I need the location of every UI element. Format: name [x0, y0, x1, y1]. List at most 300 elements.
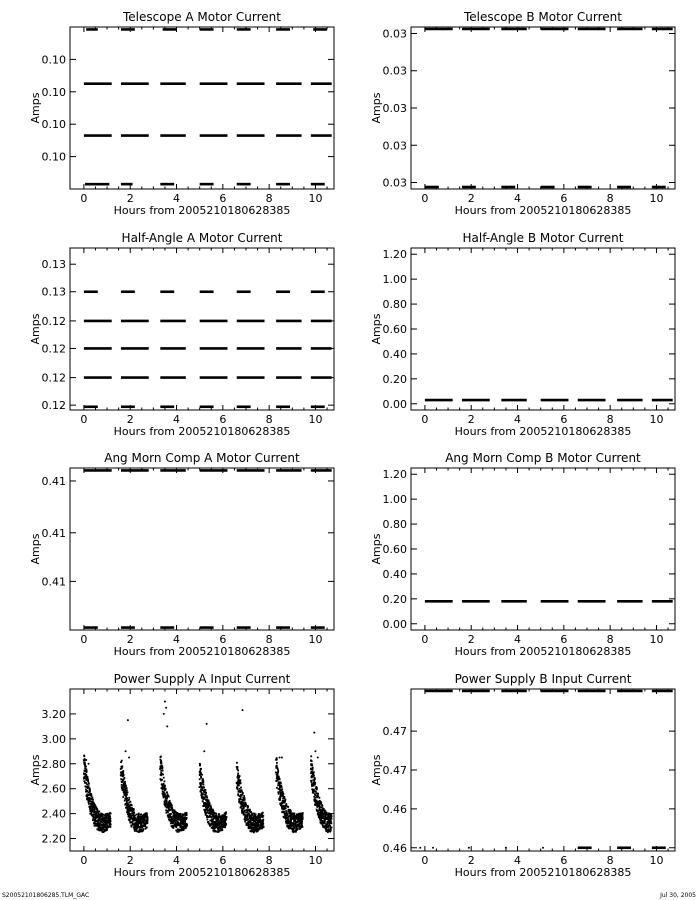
- data-point: [314, 797, 316, 799]
- x-tick-label: 6: [219, 192, 227, 205]
- data-point: [83, 780, 85, 782]
- x-axis-label: Hours from 2005210180628385: [113, 645, 291, 658]
- data-point: [186, 817, 188, 819]
- x-tick-label: 10: [308, 413, 323, 426]
- chart-title: Half-Angle A Motor Current: [121, 231, 283, 245]
- data-point: [92, 799, 94, 801]
- data-point: [203, 787, 205, 789]
- data-point: [98, 811, 100, 813]
- data-point: [240, 798, 242, 800]
- data-point: [285, 807, 287, 809]
- data-point: [276, 765, 278, 767]
- data-point: [278, 776, 280, 778]
- data-point: [92, 797, 94, 799]
- y-tick-label: 0.10: [41, 85, 66, 99]
- data-point-outlier: [165, 707, 167, 709]
- y-tick-label: 0.46: [382, 802, 407, 816]
- data-point: [88, 782, 90, 784]
- data-point: [258, 813, 260, 815]
- data-point: [201, 796, 203, 798]
- data-point: [279, 778, 281, 780]
- data-point: [120, 778, 122, 780]
- data-point: [316, 800, 318, 802]
- data-point: [237, 766, 239, 768]
- data-point: [287, 806, 289, 808]
- data-point: [313, 771, 315, 773]
- data-point: [173, 827, 175, 829]
- y-tick-label: 0.03: [382, 139, 407, 153]
- data-point: [245, 804, 247, 806]
- data-point-outlier: [279, 757, 281, 759]
- data-point: [301, 821, 303, 823]
- data-point-outlier: [206, 723, 208, 725]
- data-point: [124, 777, 126, 779]
- y-tick-label: 0.47: [382, 764, 407, 777]
- data-point: [84, 764, 86, 766]
- data-point: [124, 783, 126, 785]
- data-point: [175, 826, 177, 828]
- y-tick-label: 0.41: [41, 474, 66, 488]
- data-point: [250, 811, 252, 813]
- x-axis-label: Hours from 2005210180628385: [454, 425, 632, 438]
- data-point: [121, 765, 123, 767]
- data-point: [121, 784, 123, 786]
- plot-frame: [411, 27, 675, 189]
- data-point: [310, 780, 312, 782]
- data-point: [100, 817, 102, 819]
- x-tick-label: 0: [80, 413, 88, 426]
- data-point: [314, 782, 316, 784]
- data-point: [276, 762, 278, 764]
- data-point: [84, 762, 86, 764]
- data-point: [317, 810, 319, 812]
- y-tick-label: 3.00: [41, 732, 66, 746]
- data-point: [277, 768, 279, 770]
- data-point: [163, 783, 165, 785]
- chart-panel: [370, 451, 675, 658]
- x-tick-label: 10: [649, 413, 664, 426]
- data-point: [290, 810, 292, 812]
- data-point: [164, 785, 166, 787]
- data-point: [262, 819, 264, 821]
- data-point-outlier: [127, 719, 129, 721]
- data-point: [218, 820, 220, 822]
- data-point: [321, 805, 323, 807]
- data-point: [121, 760, 123, 762]
- data-point: [317, 793, 319, 795]
- data-point: [169, 800, 171, 802]
- y-tick-label: 0.60: [382, 323, 407, 336]
- data-point: [201, 789, 203, 791]
- data-point: [302, 826, 304, 828]
- data-point: [186, 814, 188, 816]
- data-point: [225, 819, 227, 821]
- data-point-outlier: [85, 759, 87, 761]
- data-point: [237, 770, 239, 772]
- data-point-outlier: [164, 700, 166, 702]
- data-point: [247, 815, 249, 817]
- x-tick-label: 6: [560, 192, 568, 205]
- data-point: [94, 809, 96, 811]
- data-point: [110, 818, 112, 820]
- x-tick-label: 8: [265, 633, 273, 646]
- data-point-outlier: [239, 781, 241, 783]
- x-tick-label: 4: [514, 854, 522, 867]
- data-point: [110, 813, 112, 815]
- data-point: [110, 824, 112, 826]
- x-tick-label: 2: [126, 633, 134, 646]
- data-point: [147, 818, 149, 820]
- x-tick-label: 8: [606, 413, 614, 426]
- data-point: [88, 803, 90, 805]
- data-point: [328, 814, 330, 816]
- data-point: [133, 811, 135, 813]
- data-point: [199, 764, 201, 766]
- data-point: [297, 828, 299, 830]
- data-point: [284, 801, 286, 803]
- footer-right: Jul 30, 2005: [660, 892, 696, 899]
- data-point-outlier: [313, 732, 315, 734]
- x-tick-label: 2: [126, 413, 134, 426]
- x-tick-label: 6: [219, 633, 227, 646]
- x-tick-label: 8: [265, 413, 273, 426]
- y-tick-label: 0.20: [382, 592, 407, 606]
- data-point: [215, 813, 217, 815]
- data-point: [262, 823, 264, 825]
- data-point: [318, 797, 320, 799]
- y-tick-label: 0.80: [382, 298, 407, 312]
- data-point: [167, 811, 169, 813]
- chart-title: Telescope B Motor Current: [463, 10, 623, 24]
- chart-title: Ang Morn Comp B Motor Current: [445, 451, 641, 465]
- data-point: [126, 787, 128, 789]
- y-axis-label: Amps: [29, 313, 42, 345]
- data-point: [170, 813, 172, 815]
- data-point: [147, 821, 149, 823]
- data-point: [123, 774, 125, 776]
- data-point: [225, 824, 227, 826]
- data-point: [255, 813, 257, 815]
- data-point: [302, 812, 304, 814]
- x-axis-label: Hours from 2005210180628385: [113, 425, 291, 438]
- y-tick-label: 0.03: [382, 176, 407, 190]
- data-point: [147, 816, 149, 818]
- y-tick-label: 0.12: [41, 342, 66, 356]
- data-point: [126, 797, 128, 799]
- data-point-outlier: [281, 757, 283, 759]
- data-point: [200, 772, 202, 774]
- data-point: [85, 765, 87, 767]
- data-point: [277, 770, 279, 772]
- data-point: [243, 807, 245, 809]
- data-point: [162, 774, 164, 776]
- data-point: [327, 828, 329, 830]
- data-point: [236, 768, 238, 770]
- data-point: [133, 809, 135, 811]
- data-point: [237, 788, 239, 790]
- data-point: [138, 813, 140, 815]
- data-point: [136, 814, 138, 816]
- data-point: [206, 819, 208, 821]
- data-point: [89, 789, 91, 791]
- y-tick-label: 2.40: [41, 807, 66, 821]
- data-point: [281, 788, 283, 790]
- y-tick-label: 0.10: [41, 150, 66, 164]
- data-point: [240, 780, 242, 782]
- data-point: [168, 796, 170, 798]
- data-point: [331, 818, 333, 820]
- data-point: [301, 814, 303, 816]
- y-tick-label: 0.03: [382, 27, 407, 41]
- x-tick-label: 10: [308, 854, 323, 867]
- data-point: [326, 812, 328, 814]
- x-tick-label: 4: [173, 413, 181, 426]
- data-point: [122, 780, 124, 782]
- y-axis-label: Amps: [29, 92, 42, 124]
- data-point: [236, 786, 238, 788]
- y-tick-label: 2.80: [41, 757, 66, 771]
- data-point: [285, 810, 287, 812]
- y-tick-label: 0.13: [41, 258, 66, 272]
- y-tick-label: 1.20: [382, 248, 407, 262]
- data-point: [243, 795, 245, 797]
- data-point: [86, 770, 88, 772]
- x-axis-label: Hours from 2005210180628385: [454, 645, 632, 658]
- data-point: [162, 770, 164, 772]
- y-tick-label: 0.12: [41, 314, 66, 328]
- data-point-outlier: [314, 750, 316, 752]
- x-tick-label: 8: [606, 192, 614, 205]
- data-point: [204, 810, 206, 812]
- data-point: [171, 807, 173, 809]
- data-point: [247, 806, 249, 808]
- x-tick-label: 8: [606, 633, 614, 646]
- data-point: [260, 819, 262, 821]
- data-point: [312, 767, 314, 769]
- data-point: [129, 820, 131, 822]
- data-point: [314, 784, 316, 786]
- data-point: [200, 768, 202, 770]
- x-tick-label: 2: [467, 633, 475, 646]
- data-point-outlier: [88, 763, 90, 765]
- data-point: [248, 813, 250, 815]
- data-point: [202, 793, 204, 795]
- data-point: [311, 783, 313, 785]
- data-point: [144, 825, 146, 827]
- data-point: [164, 794, 166, 796]
- x-tick-label: 0: [421, 633, 429, 646]
- y-tick-label: 0.00: [382, 397, 407, 411]
- data-point: [329, 825, 331, 827]
- data-point: [241, 795, 243, 797]
- x-tick-label: 4: [173, 633, 181, 646]
- data-point: [163, 777, 165, 779]
- x-tick-label: 6: [560, 633, 568, 646]
- data-point: [331, 827, 333, 829]
- data-point: [215, 830, 217, 832]
- data-point: [280, 785, 282, 787]
- plot-frame: [70, 27, 334, 189]
- data-point: [201, 786, 203, 788]
- data-point: [186, 812, 188, 814]
- data-point: [239, 775, 241, 777]
- data-point: [127, 791, 129, 793]
- data-point-outlier: [317, 757, 319, 759]
- data-point: [419, 847, 421, 849]
- x-tick-label: 8: [265, 854, 273, 867]
- x-tick-label: 6: [219, 854, 227, 867]
- data-point: [199, 770, 201, 772]
- data-point: [324, 819, 326, 821]
- data-point: [86, 776, 88, 778]
- data-point: [130, 813, 132, 815]
- x-tick-label: 0: [80, 633, 88, 646]
- data-layer: [425, 29, 673, 187]
- data-point: [89, 791, 91, 793]
- data-point: [245, 805, 247, 807]
- data-point: [279, 788, 281, 790]
- x-tick-label: 10: [649, 854, 664, 867]
- data-point-outlier: [203, 750, 205, 752]
- x-tick-label: 0: [421, 413, 429, 426]
- x-tick-label: 4: [173, 854, 181, 867]
- data-point: [331, 822, 333, 824]
- y-tick-label: 0.13: [41, 285, 66, 299]
- data-point: [262, 815, 264, 817]
- data-point: [203, 805, 205, 807]
- data-point: [88, 785, 90, 787]
- data-point: [94, 825, 96, 827]
- data-point: [202, 781, 204, 783]
- data-point: [326, 824, 328, 826]
- data-point: [109, 826, 111, 828]
- x-tick-label: 2: [467, 413, 475, 426]
- data-point: [186, 824, 188, 826]
- data-point: [124, 800, 126, 802]
- data-point: [311, 776, 313, 778]
- chart-panel: [370, 672, 675, 879]
- data-point: [208, 802, 210, 804]
- data-point: [316, 792, 318, 794]
- data-point-outlier: [166, 725, 168, 727]
- y-tick-label: 0.03: [382, 64, 407, 78]
- y-tick-label: 0.12: [41, 371, 66, 385]
- y-tick-label: 1.20: [382, 468, 407, 482]
- data-point: [225, 812, 227, 814]
- x-tick-label: 0: [80, 854, 88, 867]
- data-point: [331, 815, 333, 817]
- y-tick-label: 0.10: [41, 118, 66, 132]
- data-point: [126, 794, 128, 796]
- data-point: [206, 797, 208, 799]
- data-point: [128, 797, 130, 799]
- data-layer: [419, 691, 672, 849]
- data-layer: [84, 470, 332, 627]
- data-point: [280, 782, 282, 784]
- data-point: [180, 813, 182, 815]
- y-tick-label: 0.41: [41, 575, 66, 589]
- data-point: [125, 785, 127, 787]
- data-point: [124, 781, 126, 783]
- data-point: [281, 802, 283, 804]
- data-point: [166, 791, 168, 793]
- data-point: [208, 823, 210, 825]
- data-point: [109, 816, 111, 818]
- data-point: [90, 801, 92, 803]
- y-axis-label: Amps: [29, 754, 42, 786]
- data-point: [160, 763, 162, 765]
- data-point: [301, 823, 303, 825]
- data-point: [311, 760, 313, 762]
- data-point: [164, 780, 166, 782]
- data-point: [97, 810, 99, 812]
- chart-panel: [29, 231, 334, 438]
- data-point: [330, 820, 332, 822]
- data-point: [122, 796, 124, 798]
- data-point: [302, 817, 304, 819]
- plot-frame: [411, 468, 675, 630]
- data-point: [279, 797, 281, 799]
- data-point: [161, 779, 163, 781]
- plot-frame: [411, 689, 675, 851]
- x-tick-label: 2: [467, 854, 475, 867]
- data-point: [209, 825, 211, 827]
- y-tick-label: 2.20: [41, 832, 66, 846]
- data-point: [131, 826, 133, 828]
- data-point: [324, 823, 326, 825]
- data-point-outlier: [163, 713, 165, 715]
- data-point: [330, 813, 332, 815]
- y-tick-label: 0.12: [41, 399, 66, 413]
- data-point: [285, 803, 287, 805]
- data-point: [208, 800, 210, 802]
- data-point: [83, 755, 85, 757]
- chart-panel: [370, 10, 675, 217]
- data-point: [110, 820, 112, 822]
- x-tick-label: 6: [560, 413, 568, 426]
- data-point: [310, 755, 312, 757]
- x-tick-label: 4: [514, 192, 522, 205]
- data-point: [542, 847, 544, 849]
- data-point: [218, 813, 220, 815]
- x-tick-label: 2: [467, 192, 475, 205]
- y-axis-label: Amps: [370, 92, 383, 124]
- chart-title: Power Supply B Input Current: [454, 672, 632, 686]
- data-point: [315, 794, 317, 796]
- data-point: [221, 828, 223, 830]
- chart-panel: [370, 231, 675, 438]
- chart-panel: [29, 451, 334, 658]
- data-point: [285, 799, 287, 801]
- data-point: [240, 787, 242, 789]
- data-point: [468, 847, 470, 849]
- y-axis-label: Amps: [370, 754, 383, 786]
- y-tick-label: 0.10: [41, 53, 66, 67]
- x-tick-label: 8: [606, 854, 614, 867]
- data-point: [505, 847, 507, 849]
- chart-panel: [29, 672, 334, 879]
- data-point: [146, 826, 148, 828]
- plot-frame: [411, 248, 675, 410]
- data-point: [203, 784, 205, 786]
- data-point: [237, 793, 239, 795]
- y-tick-label: 0.40: [382, 567, 407, 581]
- data-point: [126, 789, 128, 791]
- data-point: [160, 756, 162, 758]
- data-point: [122, 772, 124, 774]
- data-point: [142, 828, 144, 830]
- data-point: [106, 823, 108, 825]
